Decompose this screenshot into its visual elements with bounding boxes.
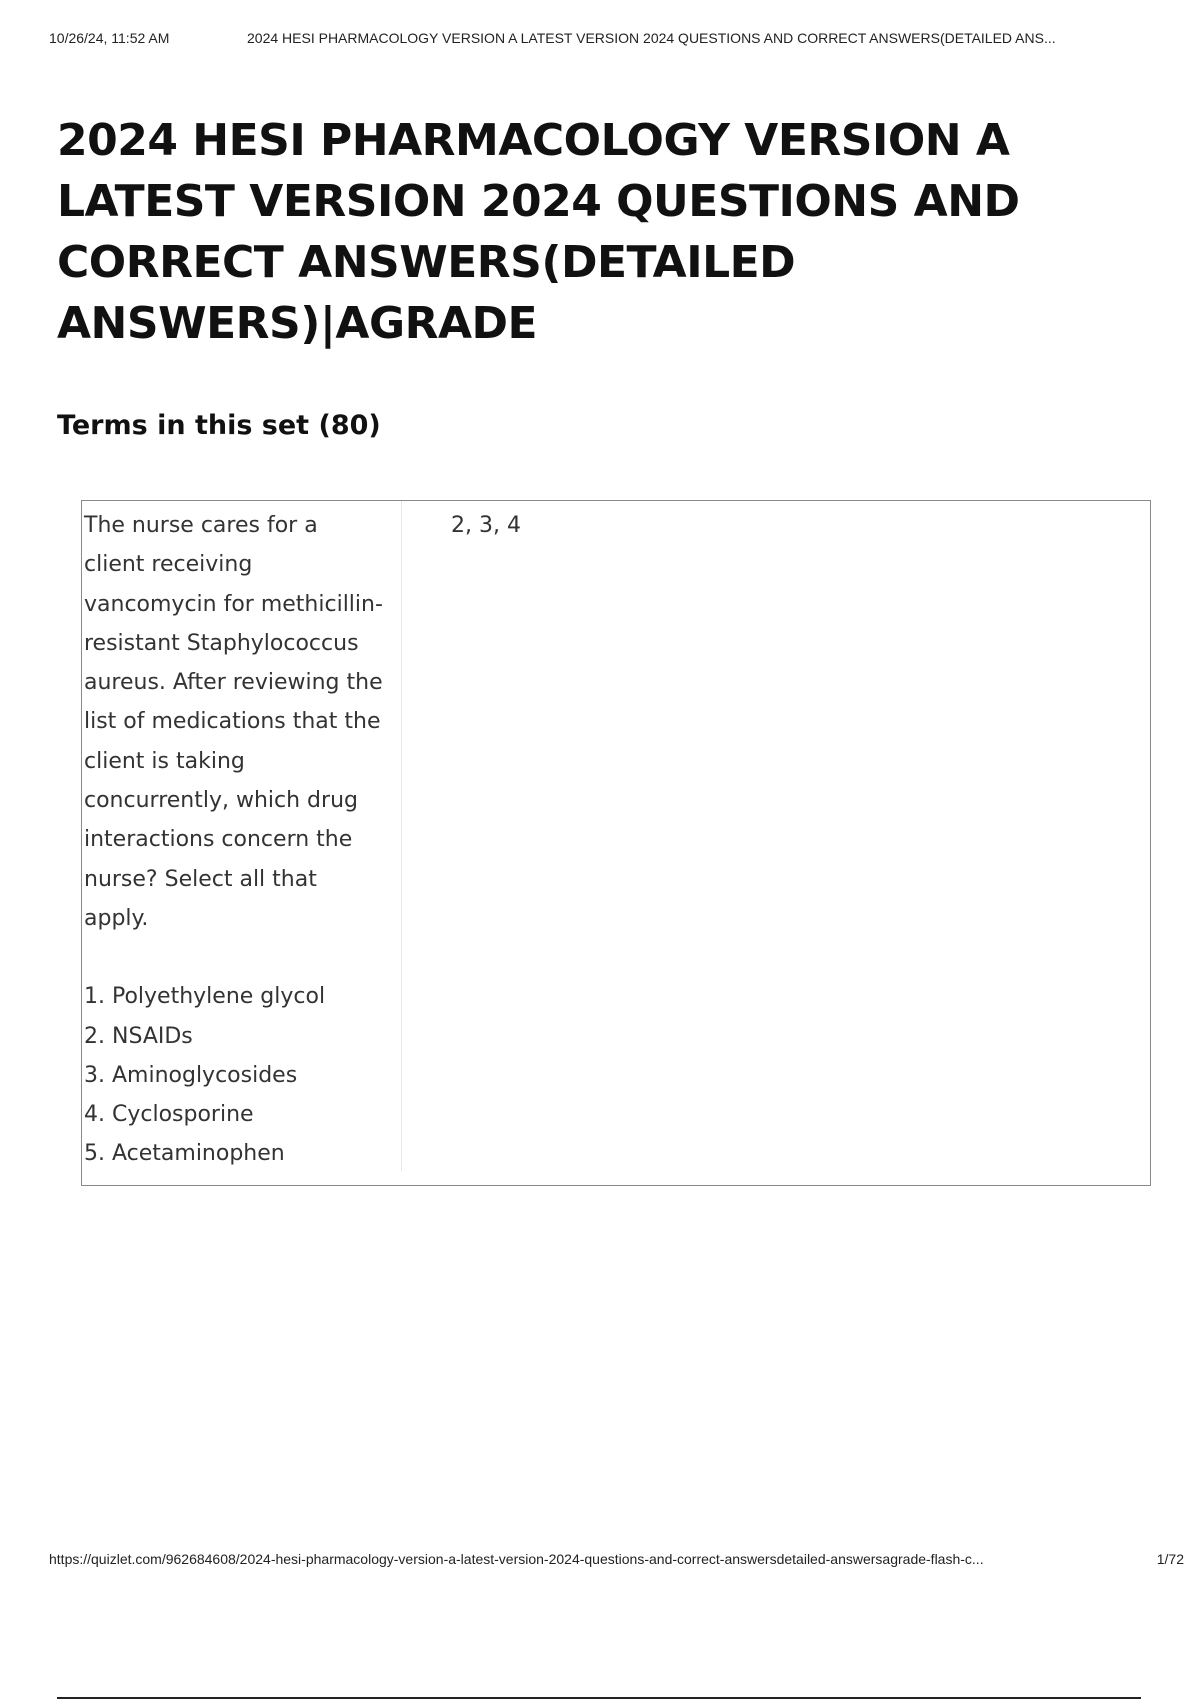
flashcard-row — [82, 501, 1150, 1185]
answer-option: 2. NSAIDs — [84, 1023, 193, 1049]
print-header-title: 2024 HESI PHARMACOLOGY VERSION A LATEST VERSION 2024 QUESTIONS AND CORRECT ANSWERS(DETAILED ANS... — [247, 30, 1056, 46]
definition-cell: 2, 3, 4 — [451, 513, 521, 538]
terms-set-heading: Terms in this set (80) — [57, 410, 381, 441]
divider — [57, 1697, 1141, 1699]
page-title: 2024 HESI PHARMACOLOGY VERSION A LATEST VERSION 2024 QUESTIONS AND CORRECT ANSWERS(DETAILED ANSWERS)|AGRADE — [57, 115, 1020, 349]
answer-option: 3. Aminoglycosides — [84, 1062, 298, 1088]
print-timestamp: 10/26/24, 11:52 AM — [49, 30, 170, 46]
page-url: https://quizlet.com/962684608/2024-hesi-pharmacology-version-a-latest-version-2024-questions-and-correct-answersdetailed-answersagrade-flash-c... — [49, 1551, 984, 1567]
answer-option: 1. Polyethylene glycol — [84, 984, 326, 1010]
term-question: The nurse cares for a client receiving vancomycin for methicillin-resistant Staphylococcus aureus. After reviewing the list of medications that the client is taking concurrently, which drug interactions concern the nurse? Select all that apply. — [84, 513, 383, 931]
answer-option: 5. Acetaminophen — [84, 1141, 285, 1167]
answer-options-list — [84, 977, 401, 1173]
flashcard-table — [81, 500, 1151, 1186]
page-number: 1/72 — [1156, 1551, 1184, 1567]
term-cell — [82, 501, 402, 1171]
answer-option: 4. Cyclosporine — [84, 1102, 254, 1128]
